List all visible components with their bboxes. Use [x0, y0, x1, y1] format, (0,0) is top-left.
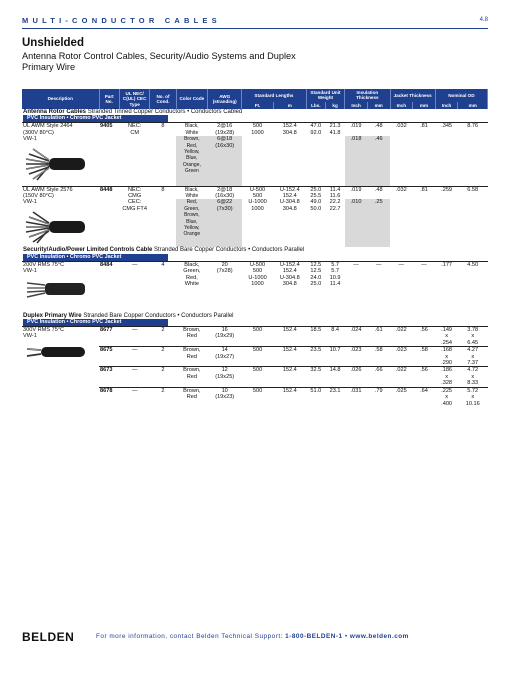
section-heading: Security/Audio/Power Limited Controls Cable Stranded Bare Copper Conductors • Conductors Parallel [23, 247, 305, 254]
page-footer [22, 630, 488, 644]
header-rule [22, 28, 488, 29]
col-od: Nominal OD [435, 89, 487, 102]
page-subtitle: Antenna Rotor Control Cables, Security/Audio Systems and Duplex Primary Wire [22, 51, 296, 72]
website-link[interactable]: www.belden.com [349, 633, 409, 640]
col-od-inch: Inch [435, 102, 458, 109]
header-title: MULTI-CONDUCTOR CABLES [22, 16, 221, 25]
section-bar: PVC Insulation • Chromo PVC Jacket [22, 115, 488, 123]
part-number: 8675 [99, 347, 119, 367]
table-row-sub: Red, Green, Brown, Blue, Yellow, Orange 6@22 (7x30) .010 .25 [22, 199, 488, 247]
cond-count: 8 [150, 186, 176, 247]
section-bar: PVC Insulation • Chromo PVC Jacket [22, 254, 488, 262]
desc-cell: UL AWM Style 2464 (300V 80°C) VW-1 [22, 123, 99, 186]
desc-cell: 200V RMS 75°C VW-1 [22, 261, 99, 298]
section-bar: PVC Insulation • Chromo PVC Jacket [22, 319, 488, 327]
col-cond: No. of Cond. [150, 89, 176, 109]
part-number: 9405 [99, 123, 119, 186]
cond-count: 8 [150, 123, 176, 186]
header-row-1 [22, 89, 488, 102]
desc-cell: 300V RMS 75°C VW-1 [22, 327, 99, 407]
col-lbs: Lbs. [306, 102, 325, 109]
col-ins-mm: mm [367, 102, 390, 109]
col-lengths: Standard Lengths [242, 89, 307, 102]
part-number: 8677 [99, 327, 119, 347]
cable-image [23, 210, 85, 244]
col-weight: Standard Unit Weight [306, 89, 345, 102]
cable-image [23, 344, 85, 360]
cable-image [23, 279, 85, 299]
part-number: 8484 [99, 261, 119, 298]
table-row: 300V RMS 75°C VW-1 8677 — 2 Brown, Red 16 (19x29) 500 152.4 18.5 8.4 .024 .61 .022 .56 .149 x .254 3.78 x 6.45 [22, 327, 488, 347]
spec-table [22, 89, 488, 407]
desc-cell: UL AWM Style 2576 (150V 80°C) VW-1 [22, 186, 99, 247]
support-phone: 1-800-BELDEN-1 [285, 633, 343, 640]
section-heading: Antenna Rotor Cables Stranded Tinned Copper Conductors • Conductors Cabled [23, 108, 243, 115]
col-color: Color Code [176, 89, 208, 109]
table-row: 200V RMS 75°C VW-1 8484 — 4 Black, Green, Red, White 20 (7x28) U-500 500 U-1000 1000 U-152.4 152.4 U-304.8 304.8 12.5 12.5 24.0 25.0 5.7 5.7 10.9 11.4 — — — — .177 4.50 [22, 261, 488, 298]
table-row: 8678 — 2 Brown, Red 10 (19x23) 500 152.4 51.0 23.1 .031 .79 .025 .64 .225 x .400 5.72 x 10.16 [22, 387, 488, 407]
col-insulation: Insulation Thickness [345, 89, 390, 102]
part-number: 8673 [99, 367, 119, 387]
col-awg: AWG (stranding) [208, 89, 242, 109]
section-heading: Duplex Primary Wire Stranded Bare Copper Conductors • Conductors Parallel [23, 312, 234, 319]
col-jk-inch: Inch [390, 102, 413, 109]
table-row-sub: Brown, Red, Yellow, Blue, Orange, Green 6@18 (16x30) .018 .46 [22, 136, 488, 186]
page-title: Unshielded [22, 37, 84, 49]
page-number: 4.8 [479, 17, 488, 23]
col-jk-mm: mm [413, 102, 436, 109]
table-row: 8673 — 2 Brown, Red 12 (19x25) 500 152.4 32.5 14.8 .026 .66 .022 .56 .186 x .328 4.72 x 8.33 [22, 367, 488, 387]
part-number: 8448 [99, 186, 119, 247]
table-row: 8675 — 2 Brown, Red 14 (19x27) 500 152.4 23.5 10.7 .023 .58 .023 .58 .168 x .290 4.27 x 7.37 [22, 347, 488, 367]
footer-contact: For more information, contact Belden Technical Support: 1-800-BELDEN-1 • www.belden.com [96, 633, 409, 640]
col-ul: UL NEC/ C(UL) CEC Type [119, 89, 150, 109]
cable-image [23, 147, 85, 181]
table-row: UL AWM Style 2576 (150V 80°C) VW-1 8448 NEC: CMG CEC: CMG FT4 8 Black, White 2@18 (16x30) U-500 500 U-1000 1000 U-152.4 152.4 U-304.8 304.8 25.0 25.5 49.0 50.0 11.4 11.6 22.2 22.7 .019 .48 .032 .81 .259 6.58 [22, 186, 488, 199]
col-ins-inch: Inch [345, 102, 368, 109]
col-part: Part No. [99, 89, 119, 109]
belden-logo: BELDEN [22, 630, 75, 644]
part-number: 8678 [99, 387, 119, 407]
col-kg: kg [325, 102, 344, 109]
table-row: UL AWM Style 2464 (300V 80°C) VW-1 9405 NEC: CM 8 Black, White 2@16 (19x28) 500 1000 152.4 304.8 47.0 92.0 21.3 41.8 .019 .48 .032 .81 .345 8.76 [22, 123, 488, 136]
col-description: Description [22, 89, 99, 109]
col-jacket: Jacket Thickness [390, 89, 435, 102]
col-m: m [273, 102, 306, 109]
ul-type: NEC: CM [119, 123, 150, 186]
page-header [22, 16, 488, 30]
col-od-mm: mm [458, 102, 488, 109]
col-ft: Ft. [242, 102, 274, 109]
ul-type: NEC: CMG CEC: CMG FT4 [119, 186, 150, 247]
